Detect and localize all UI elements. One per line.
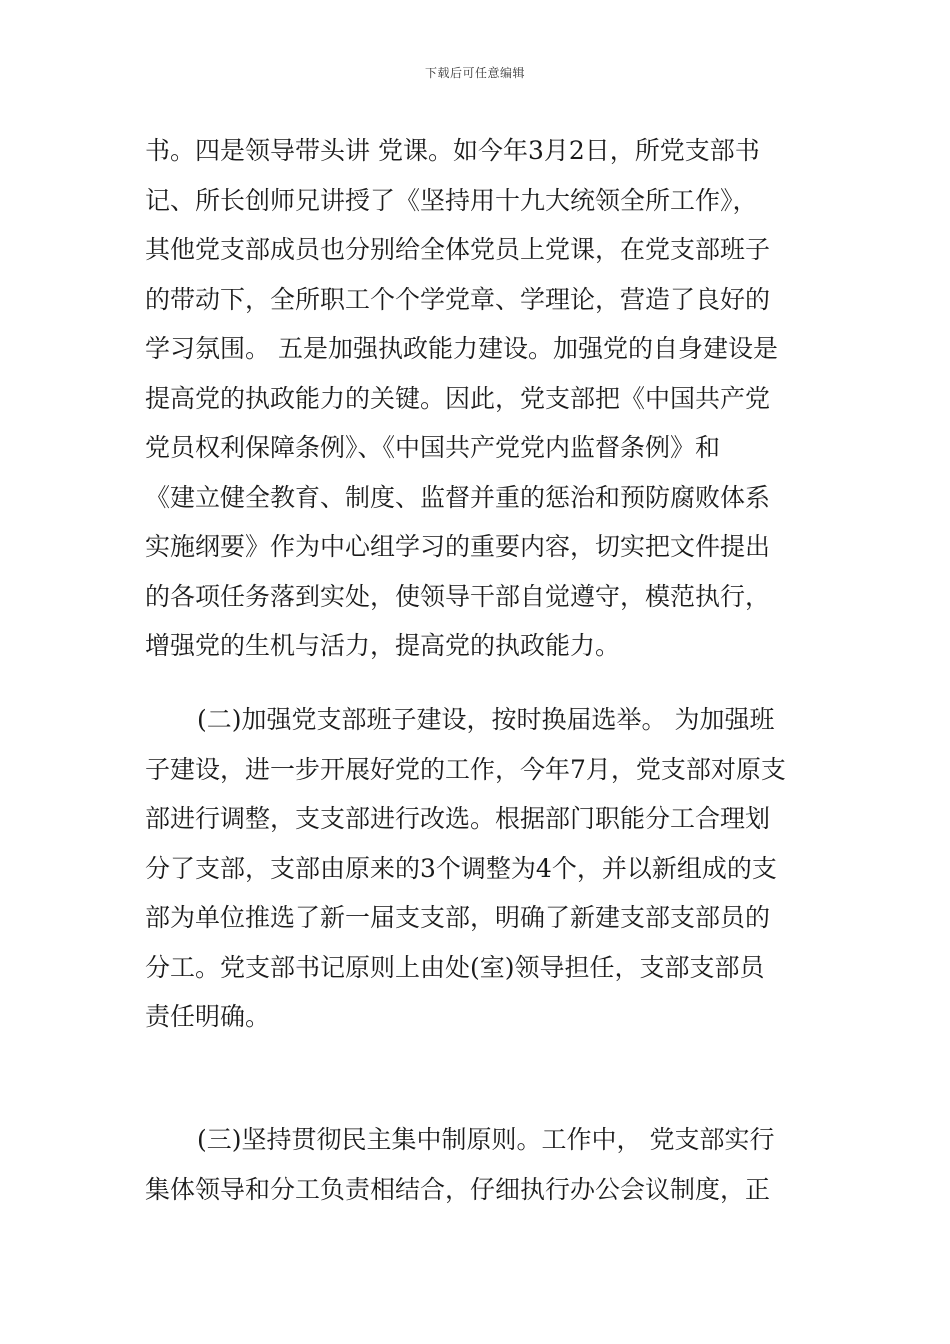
- paragraph-line: 集体领导和分工负责相结合，仔细执行办公会议制度，正: [145, 1174, 771, 1204]
- paragraph-line: 的各项任务落到实处，使领导干部自觉遵守，模范执行，: [145, 581, 771, 611]
- paragraph-line: 的带动下，全所职工个个学党章、学理论，营造了良好的: [145, 284, 771, 314]
- paragraph-line: 书。四是领导带头讲 党课。如今年3月2日，所党支部书: [145, 136, 760, 165]
- paragraph-line: 责任明确。: [145, 1002, 271, 1031]
- paragraph-line: 党员权利保障条例》、《中国共产党党内监督条例》和: [145, 433, 721, 462]
- paragraph-line: 部为单位推选了新一届支支部，明确了新建支部支部员的: [145, 903, 771, 932]
- paragraph-line: 提高党的执政能力的关键。因此，党支部把《中国共产党: [145, 383, 771, 413]
- paragraph-1: [145, 126, 807, 671]
- paragraph-line: 《建立健全教育、制度、监督并重的惩治和预防腐败体系: [145, 482, 771, 512]
- paragraph-line: 其他党支部成员也分别给全体党员上党课，在党支部班子: [145, 235, 771, 264]
- paragraph-line: 子建设，进一步开展好党的工作，今年7月，党支部对原支: [145, 754, 786, 784]
- paragraph-line: 分工。党支部书记原则上由处(室)领导担任，支部支部员: [145, 952, 765, 982]
- paragraph-line: 分了支部，支部由原来的3个调整为4个，并以新组成的支: [145, 853, 777, 883]
- paragraph-line: (三)坚持贯彻民主集中制原则。工作中， 党支部实行: [197, 1125, 775, 1154]
- paragraph-line: 学习氛围。 五是加强执政能力建设。加强党的自身建设是: [145, 334, 778, 363]
- paragraph-line: 部进行调整，支支部进行改选。根据部门职能分工合理划: [145, 804, 771, 833]
- paragraph-3: [145, 1115, 807, 1214]
- paragraph-line: 实施纲要》作为中心组学习的重要内容，切实把文件提出: [145, 532, 771, 561]
- header-note: 下载后可任意编辑: [424, 66, 525, 80]
- paragraph-line: 记、所长创师兄讲授了《坚持用十九大统领全所工作》，: [145, 185, 758, 215]
- paragraph-line: (二)加强党支部班子建设，按时换届选举。 为加强班: [197, 705, 775, 734]
- paragraph-line: 增强党的生机与活力，提高党的执政能力。: [145, 631, 621, 660]
- paragraph-2: [145, 695, 807, 1042]
